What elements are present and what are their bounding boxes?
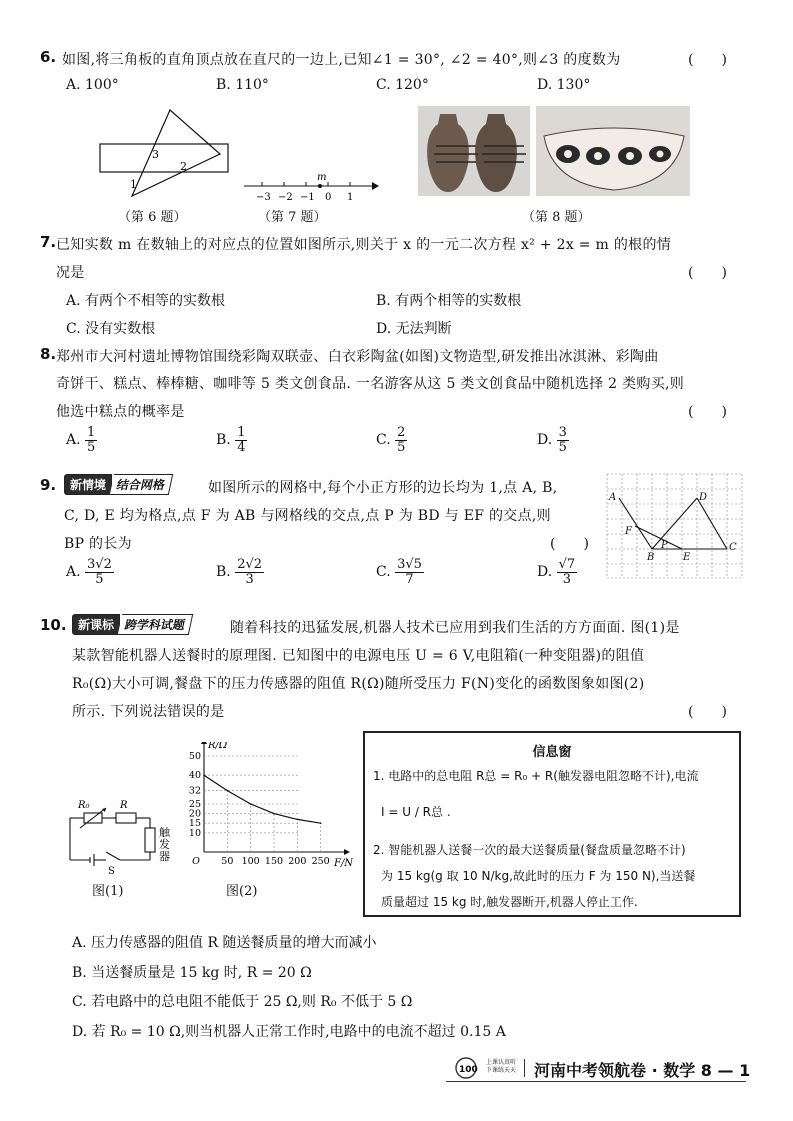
q7-paren: ( ): [688, 265, 727, 281]
q6-option-d: D. 130°: [537, 77, 591, 93]
footer-rule: [446, 1081, 746, 1082]
y-tick-label: 40: [188, 770, 201, 782]
data-point: [203, 774, 205, 776]
q8-caption: （第 8 题）: [522, 210, 591, 225]
trigger-box: [145, 828, 155, 852]
q7-line1: 已知实数 m 在数轴上的对应点的位置如图所示,则关于 x 的一元二次方程 x² + 2x = m 的根的情: [56, 237, 672, 253]
resistor-r: [116, 813, 136, 823]
info-line-3: 2. 智能机器人送餐一次的最大送餐质量(餐盘质量忽略不计): [373, 843, 686, 857]
svg-text:触: 触: [159, 826, 170, 839]
svg-text:1: 1: [347, 192, 354, 203]
svg-text:R₀: R₀: [78, 800, 90, 811]
q6-option-a: A. 100°: [66, 77, 119, 93]
q9-option-d: D. $\frac{√7}{3}$: [537, 557, 576, 587]
angle-3-label: 3: [152, 148, 159, 161]
q7-option-b: B. 有两个相等的实数根: [376, 293, 522, 309]
q6-paren: ( ): [688, 52, 727, 68]
info-line-2: I = U / R总 .: [381, 805, 451, 819]
y-axis-arrow-icon: [201, 742, 207, 744]
svg-text:−3: −3: [256, 192, 271, 203]
q6-number: 6.: [40, 48, 57, 66]
q6-text: 如图,将三角板的直角顶点放在直尺的一边上,已知∠1 = 30°, ∠2 = 40°,则∠3 的度数为: [62, 52, 621, 68]
data-point: [227, 790, 229, 792]
q8-option-a: A. $\frac{1}{5}$: [66, 425, 96, 455]
q10-tags: [72, 614, 191, 635]
svg-text:−1: −1: [300, 192, 315, 203]
q9-grid-figure: [605, 470, 747, 582]
q7-caption: （第 7 题）: [258, 210, 327, 225]
q9-paren: ( ): [550, 536, 589, 552]
chart-caption: 图(2): [226, 884, 258, 899]
info-line-4: 为 15 kg(g 取 10 N/kg,故此时的压力 F 为 150 N),当送餐: [381, 869, 696, 883]
info-window-title: 信息窗: [532, 745, 572, 760]
q8-option-c: C. $\frac{2}{5}$: [376, 425, 406, 455]
tag-grid: 结合网格: [110, 474, 173, 495]
x-tick-label: 200: [288, 856, 307, 867]
tag-new-context: 新情境: [64, 474, 112, 495]
q6-figure: [92, 104, 232, 204]
q10-line4: 所示. 下列说法错误的是: [72, 704, 225, 720]
q7-number: 7.: [40, 233, 57, 251]
svg-text:发: 发: [159, 838, 170, 851]
q6-option-b: B. 110°: [216, 77, 269, 93]
y-axis-label: R/Ω: [208, 742, 228, 751]
svg-text:S: S: [108, 866, 115, 877]
svg-text:器: 器: [159, 850, 170, 863]
x-axis-arrow-icon: [344, 849, 350, 855]
info-line-1: 1. 电路中的总电阻 R总 = R₀ + R(触发器电阻忽略不计),电流: [373, 769, 699, 783]
svg-text:触发器: 触发器: [64, 796, 67, 797]
q9-line2: C, D, E 均为格点,点 F 为 AB 与网格线的交点,点 P 为 BD 与 EF 的交点,则: [64, 508, 551, 524]
data-point: [250, 803, 252, 805]
y-tick-label: 20: [188, 808, 201, 820]
x-tick-label: O: [192, 856, 200, 867]
triangle-shape: [132, 110, 220, 196]
double-pot-photo: [418, 106, 530, 196]
q10-option-c: C. 若电路中的总电阻不能低于 25 Ω,则 R₀ 不低于 5 Ω: [72, 994, 413, 1010]
y-tick-label: 50: [188, 751, 201, 762]
q8-line1: 郑州市大河村遗址博物馆围绕彩陶双联壶、白衣彩陶盆(如图)文物造型,研发推出冰淇淋、彩陶曲: [56, 349, 659, 365]
q7-line2: 况是: [56, 265, 85, 281]
q8-line2: 奇饼干、糕点、棒棒糖、咖啡等 5 类文创食品. 一名游客从这 5 类文创食品中随机选择 2 类购买,则: [56, 376, 685, 392]
q8-line3: 他选中糕点的概率是: [56, 404, 185, 420]
q10-paren: ( ): [688, 704, 727, 720]
svg-text:0: 0: [325, 192, 332, 203]
x-tick-label: 50: [221, 856, 234, 867]
circuit-caption: 图(1): [92, 884, 124, 899]
q8-option-b: B. $\frac{1}{4}$: [216, 425, 246, 455]
footer-title: 河南中考领航卷 · 数学 8 — 1: [534, 1061, 751, 1080]
data-point: [320, 822, 322, 824]
y-tick-label: 25: [188, 799, 201, 810]
q7-option-a: A. 有两个不相等的实数根: [66, 293, 226, 309]
q10-option-b: B. 当送餐质量是 15 kg 时, R = 20 Ω: [72, 965, 312, 981]
y-tick-label: 10: [188, 827, 201, 839]
svg-text:R: R: [120, 800, 128, 811]
q8-paren: ( ): [688, 404, 727, 420]
footer-badge: 上课认真听 下课练天天: [486, 1059, 517, 1074]
q8-number: 8.: [40, 345, 57, 363]
q9-tags: [64, 474, 171, 495]
svg-text:C: C: [729, 542, 737, 553]
q6-caption: （第 6 题）: [118, 210, 187, 225]
q7-number-line: [240, 172, 380, 206]
footer-divider: [524, 1059, 525, 1077]
q7-option-c: C. 没有实数根: [66, 321, 156, 337]
svg-text:F: F: [625, 526, 632, 537]
switch-s: [106, 852, 120, 860]
svg-text:100: 100: [459, 1065, 478, 1075]
svg-text:A: A: [609, 492, 617, 503]
tag-new-curriculum: 新课标: [72, 614, 120, 635]
angle-1-label: 1: [130, 178, 137, 191]
angle-2-label: 2: [180, 160, 187, 173]
svg-text:D: D: [699, 492, 708, 503]
y-tick-label: 32: [188, 785, 201, 797]
q10-line2: 某款智能机器人送餐时的原理图. 已知图中的电源电压 U = 6 V,电阻箱(一种变阻器)的阻值: [72, 648, 645, 664]
x-tick-label: 250: [311, 856, 330, 867]
x-axis-label: F/N: [334, 858, 354, 869]
q10-option-a: A. 压力传感器的阻值 R 随送餐质量的增大而减小: [72, 935, 377, 951]
q7-option-d: D. 无法判断: [376, 321, 452, 337]
q10-option-d: D. 若 R₀ = 10 Ω,则当机器人正常工作时,电路中的电流不超过 0.15 A: [72, 1024, 506, 1040]
circuit-diagram: [64, 796, 180, 878]
ruler-shape: [100, 144, 228, 172]
q9-option-a: A. $\frac{3√2}{5}$: [66, 557, 112, 587]
svg-text:E: E: [683, 552, 691, 563]
svg-text:−2: −2: [278, 192, 293, 203]
q8-option-d: D. $\frac{3}{5}$: [537, 425, 567, 455]
footer: [446, 1056, 751, 1082]
data-point: [273, 813, 275, 815]
x-tick-label: 150: [264, 856, 284, 867]
svg-text:B: B: [647, 552, 655, 563]
q9-number: 9.: [40, 476, 57, 494]
q6-option-c: C. 120°: [376, 77, 429, 93]
q10-number: 10.: [40, 616, 67, 634]
tag-interdisciplinary: 跨学科试题: [118, 614, 193, 635]
q9-option-c: C. $\frac{3√5}{7}$: [376, 557, 422, 587]
resistance-force-chart: [180, 742, 355, 876]
series-r-line: [204, 775, 321, 823]
svg-text:P: P: [661, 540, 668, 551]
q9-line3: BP 的长为: [64, 536, 132, 552]
painted-basin-photo: [536, 106, 690, 196]
info-window: [363, 731, 741, 917]
svg-text:m: m: [317, 172, 327, 183]
info-line-5: 质量超过 15 kg 时,触发器断开,机器人停止工作.: [381, 895, 638, 909]
q10-line1: 随着科技的迅猛发展,机器人技术已应用到我们生活的方方面面. 图(1)是: [230, 620, 680, 636]
q9-line1: 如图所示的网格中,每个小正方形的边长均为 1,点 A, B,: [208, 480, 558, 496]
point-m: [318, 184, 322, 188]
data-point: [297, 819, 299, 821]
y-tick-label: 15: [188, 818, 201, 830]
arrow-icon: [372, 182, 379, 190]
q9-option-b: B. $\frac{2√2}{3}$: [216, 557, 263, 587]
x-tick-label: 100: [241, 856, 260, 867]
q10-line3: R₀(Ω)大小可调,餐盘下的压力传感器的阻值 R(Ω)随所受压力 F(N)变化的函数图象如图(2): [72, 676, 645, 692]
